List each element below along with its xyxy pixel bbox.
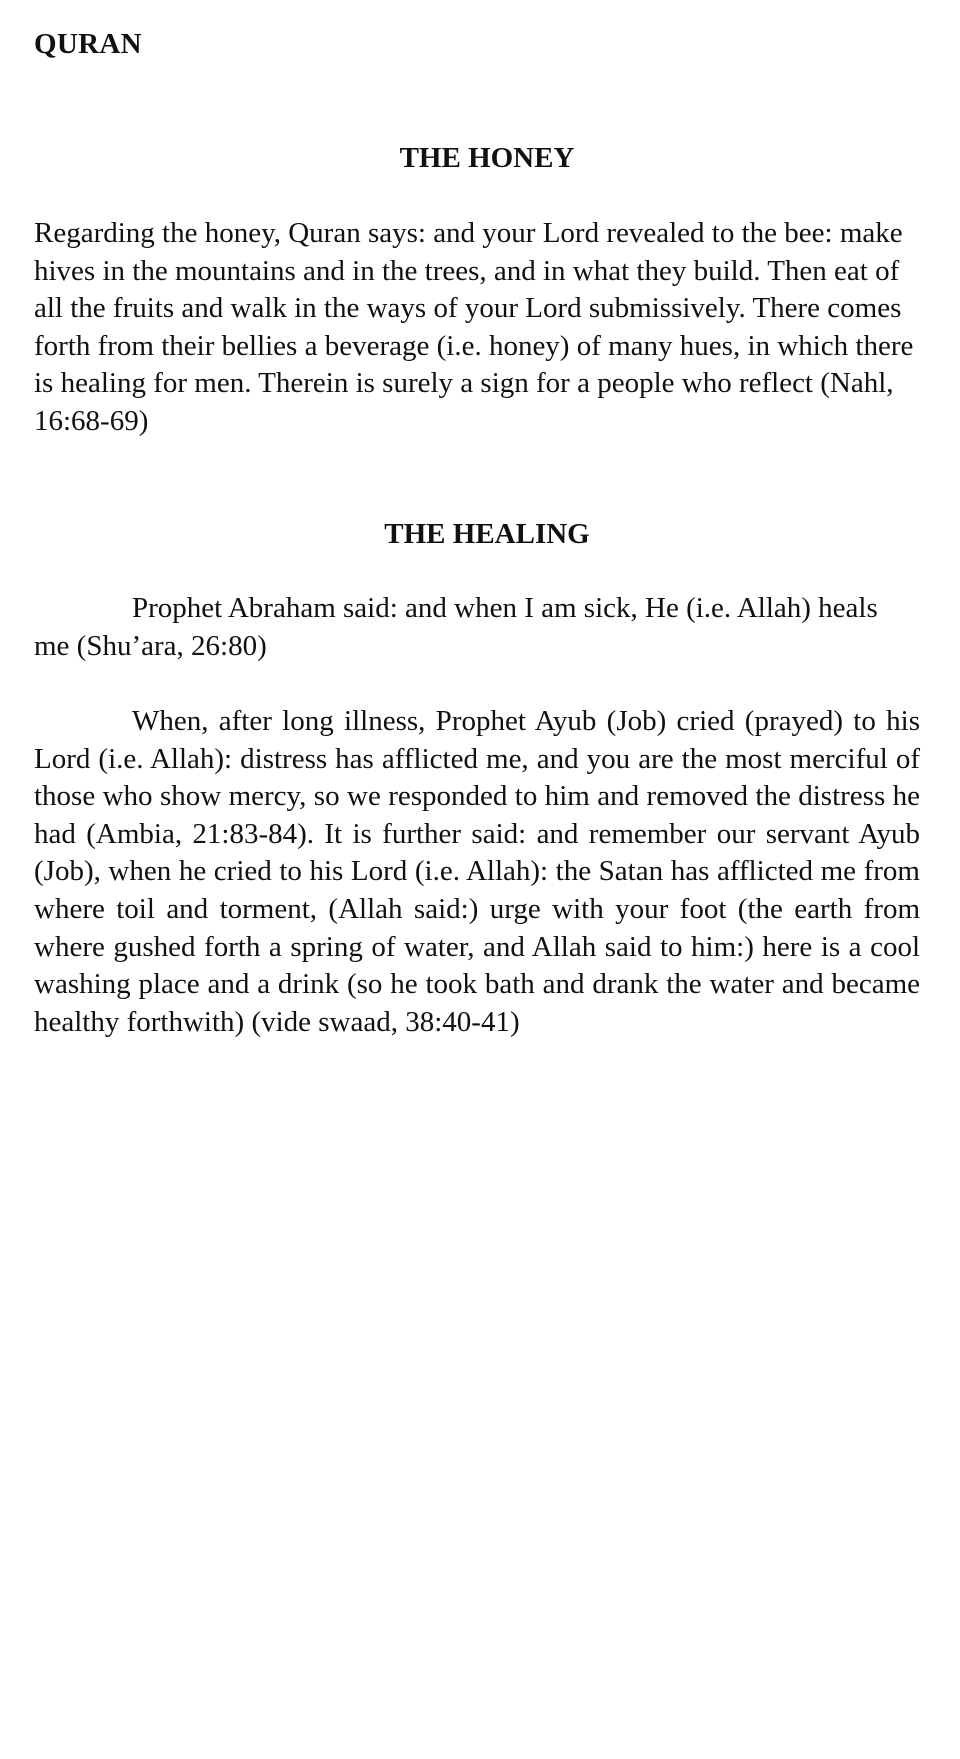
paragraph-abraham: Prophet Abraham said: and when I am sick, He (i.e. Allah) heals me (Shu’ara, 26:80) bbox=[34, 592, 878, 662]
running-header: QURAN bbox=[34, 28, 142, 60]
section-title-healing: THE HEALING bbox=[384, 518, 590, 550]
paragraph-honey: Regarding the honey, Quran says: and your Lord revealed to the bee: make hives in the mountains and in the trees, and in what they build. Then eat of all the fruits and walk in the ways of your Lord submissively. There comes forth from their bellies a beverage (i.e. honey) of many hues, in which there is healing for men. Therein is surely a sign for a people who reflect (Nahl, 16:68-69) bbox=[34, 217, 914, 437]
section-title-honey: THE HONEY bbox=[399, 142, 575, 174]
paragraph-ayub: When, after long illness, Prophet Ayub (Job) cried (prayed) to his Lord (i.e. Allah): distress has afflicted me, and you are the most merciful of those who show mercy, so we responded to him and removed the distress he had (Ambia, 21:83-84). It is further said: and remember our servant Ayub (Job), when he cried to his Lord (i.e. Allah): the Satan has afflicted me from where toil and torment, (Allah said:) urge with your foot (the earth from where gushed forth a spring of water, and Allah said to him:) here is a cool washing place and a drink (so he took bath and drank the water and became healthy forthwith) (vide swaad, 38:40-41) bbox=[34, 705, 920, 1038]
